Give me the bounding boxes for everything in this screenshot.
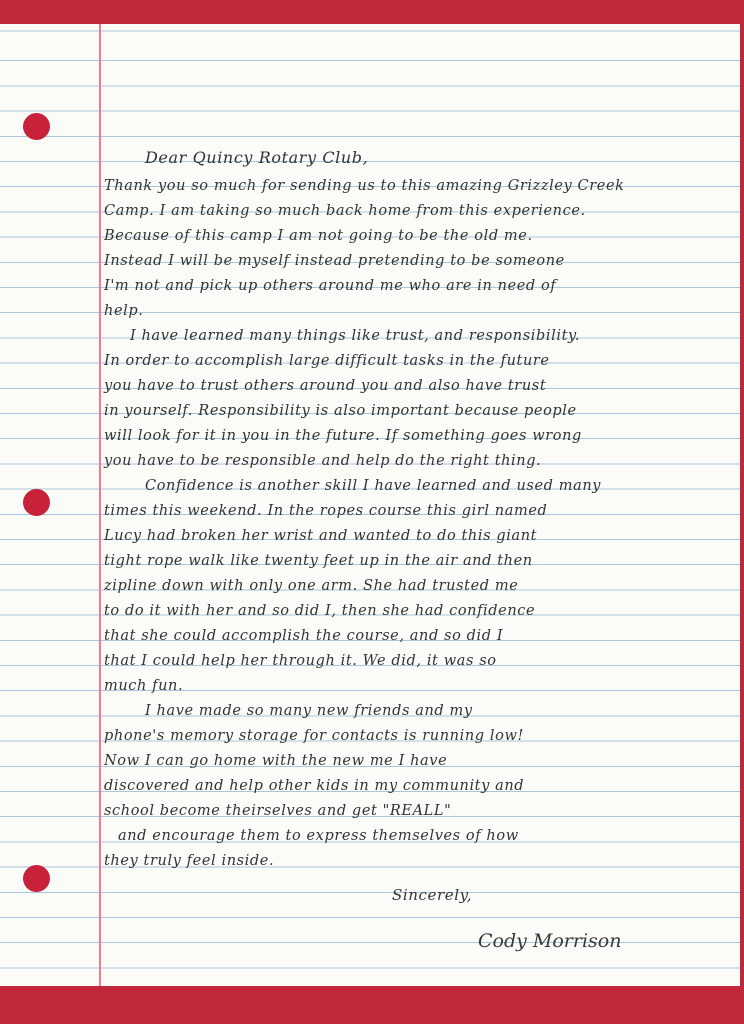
letter-line: you have to trust others around you and also have trust xyxy=(104,378,547,394)
binder-hole xyxy=(23,865,50,892)
letter-line: Thank you so much for sending us to this amazing Grizzley Creek xyxy=(104,178,625,194)
letter-line: times this weekend. In the ropes course this girl named xyxy=(104,503,548,519)
letter-line: will look for it in you in the future. If something goes wrong xyxy=(104,428,582,444)
letter-line: Now I can go home with the new me I have xyxy=(104,753,448,769)
letter-line: Camp. I am taking so much back home from this experience. xyxy=(104,203,586,219)
margin-line xyxy=(99,24,101,986)
scan-background-bottom xyxy=(0,986,744,1024)
letter-line: I have made so many new friends and my xyxy=(145,703,473,719)
notebook-paper xyxy=(0,24,740,986)
letter-line: Instead I will be myself instead pretending to be someone xyxy=(104,253,565,269)
letter-line: I'm not and pick up others around me who are in need of xyxy=(104,278,557,294)
letter-line: school become theirselves and get "REALL" xyxy=(104,803,452,819)
binder-hole xyxy=(23,113,50,140)
signature: Cody Morrison xyxy=(478,930,622,952)
letter-line: In order to accomplish large difficult tasks in the future xyxy=(104,353,550,369)
letter-line: Because of this camp I am not going to be the old me. xyxy=(104,228,533,244)
scan-background-top xyxy=(0,0,744,24)
letter-line: discovered and help other kids in my community and xyxy=(104,778,525,794)
letter-line: zipline down with only one arm. She had trusted me xyxy=(104,578,519,594)
letter-line: you have to be responsible and help do the right thing. xyxy=(104,453,542,469)
letter-line: to do it with her and so did I, then she had confidence xyxy=(104,603,536,619)
letter-line: Lucy had broken her wrist and wanted to do this giant xyxy=(104,528,538,544)
letter-line: tight rope walk like twenty feet up in the air and then xyxy=(104,553,533,569)
letter-line: Confidence is another skill I have learned and used many xyxy=(145,478,602,494)
letter-line: help. xyxy=(104,303,144,319)
letter-line: I have learned many things like trust, and responsibility. xyxy=(130,328,581,344)
letter-line: much fun. xyxy=(104,678,184,694)
letter-line: they truly feel inside. xyxy=(104,853,275,869)
letter-line: that she could accomplish the course, and so did I xyxy=(104,628,504,644)
letter-line: and encourage them to express themselves of how xyxy=(118,828,519,844)
letter-line: that I could help her through it. We did, it was so xyxy=(104,653,497,669)
binder-hole xyxy=(23,489,50,516)
letter-salutation: Dear Quincy Rotary Club, xyxy=(145,148,369,167)
letter-line: in yourself. Responsibility is also important because people xyxy=(104,403,577,419)
letter-line: phone's memory storage for contacts is running low! xyxy=(104,728,524,744)
letter-closing: Sincerely, xyxy=(392,886,473,904)
